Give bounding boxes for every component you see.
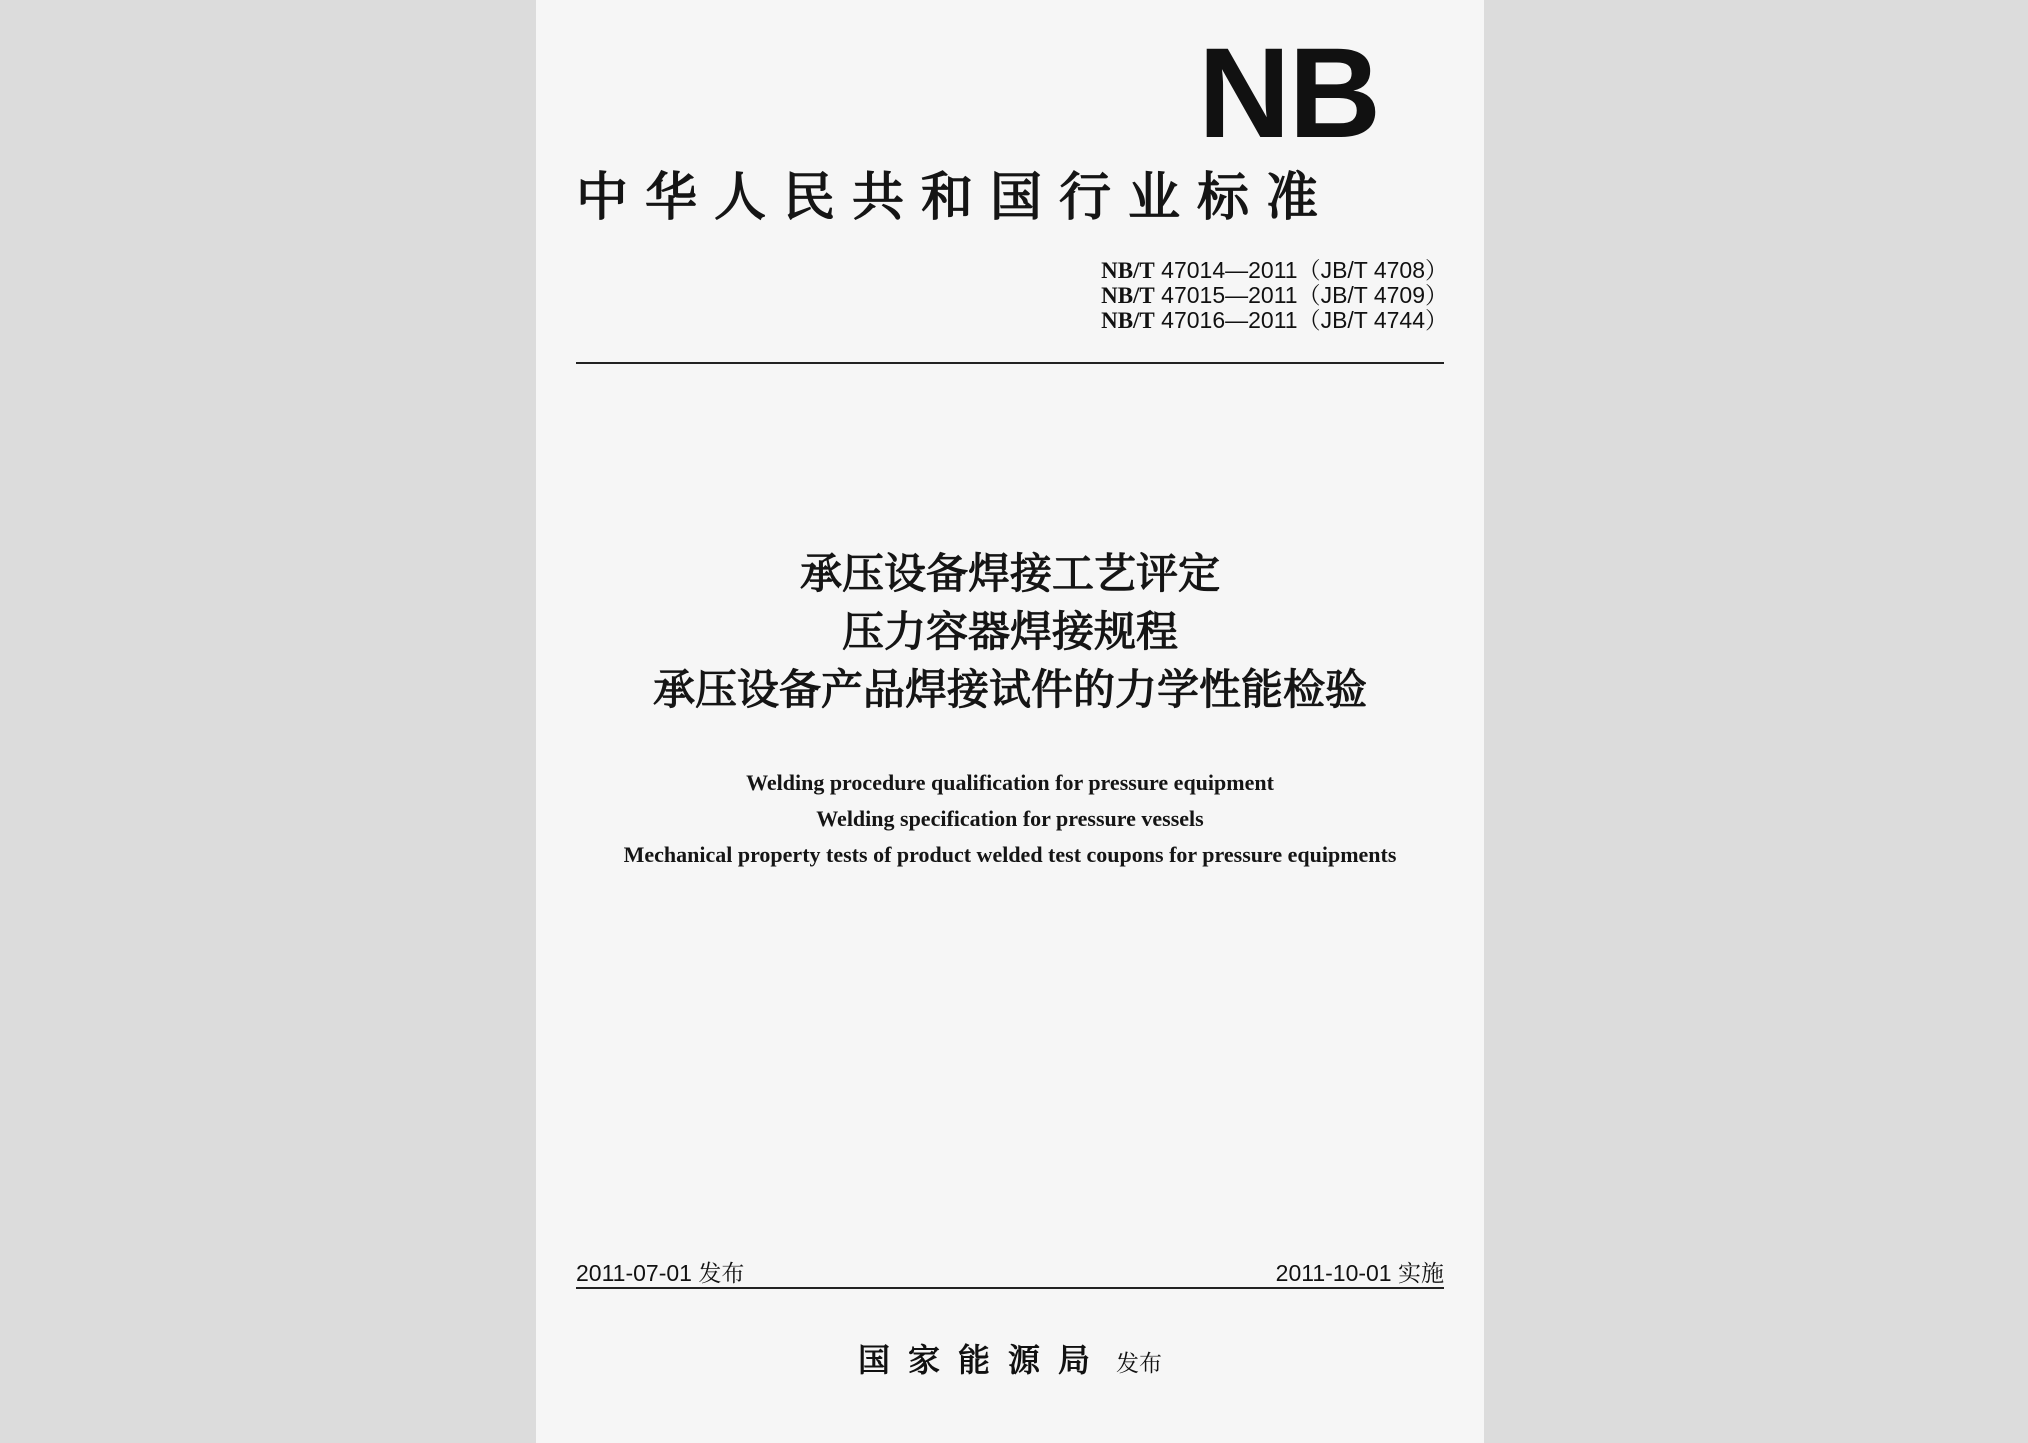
publisher-action: 发布 — [1116, 1351, 1162, 1377]
code-number: 47016—2011（JB/T 4744） — [1161, 307, 1448, 333]
title-cn-2: 压力容器焊接规程 — [841, 607, 1178, 656]
standard-code-line — [1101, 308, 1448, 333]
publisher-line — [536, 1335, 1484, 1381]
code-prefix: NB/T — [1101, 258, 1155, 283]
title-cn-1: 承压设备焊接工艺评定 — [799, 549, 1220, 598]
bottom-divider — [576, 1287, 1444, 1289]
code-prefix: NB/T — [1101, 283, 1155, 308]
title-en-2: Welding specification for pressure vessels — [816, 806, 1204, 831]
title-cn-3: 承压设备产品焊接试件的力学性能检验 — [652, 665, 1367, 714]
code-number: 47015—2011（JB/T 4709） — [1161, 282, 1448, 308]
chinese-titles — [536, 545, 1484, 719]
top-divider — [576, 362, 1444, 364]
standard-type-heading: 中华人民共和国行业标准 — [576, 167, 1336, 228]
publisher-name: 国家能源局 — [857, 1341, 1108, 1379]
standard-code-line — [1101, 283, 1448, 308]
issue-date: 2011-07-01 发布 — [576, 1260, 745, 1286]
document-cover — [536, 0, 1484, 1443]
nb-logo: NB — [1198, 22, 1379, 165]
implementation-date: 2011-10-01 实施 — [1275, 1260, 1444, 1286]
dates-row — [576, 1255, 1444, 1285]
standard-code-line — [1101, 258, 1448, 283]
title-en-3: Mechanical property tests of product welded test coupons for pressure equipments — [623, 842, 1397, 867]
title-en-1: Welding procedure qualification for pressure equipment — [746, 770, 1274, 795]
standard-codes — [1101, 258, 1448, 333]
english-titles — [536, 765, 1484, 873]
code-number: 47014—2011（JB/T 4708） — [1161, 257, 1448, 283]
code-prefix: NB/T — [1101, 308, 1155, 333]
